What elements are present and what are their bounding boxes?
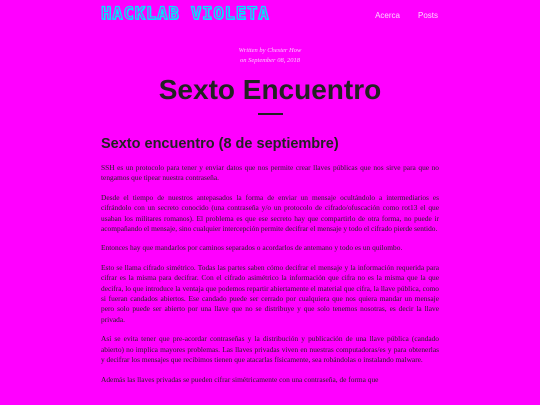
- post-author: Written by Chester How: [238, 47, 302, 54]
- post-content: [101, 136, 439, 394]
- nav-link-acerca[interactable]: Acerca: [375, 11, 400, 20]
- post-paragraph: Desde el tiempo de nuestros antepasados la forma de enviar un mensaje ocultándolo a intermediarios es cifrándolo con un secreto conocido (una contraseña y/o un protocolo de cifrado/ofuscación como rot13 el que usaban los militares romanos). El problema es que ese secreto hay que compartirlo de otra forma, no puede ir acompañando el mensaje, sino cualquier intercepción permite decifrar el mensaje y todo el cifrado pierde sentido.: [101, 192, 439, 234]
- post-paragraph: Además las llaves privadas se pueden cifrar simétricamente con una contraseña, de forma que: [101, 374, 379, 384]
- site-logo[interactable]: HACKLAB VIOLETA: [101, 4, 270, 24]
- post-paragraph: Así se evita tener que pre-acordar contraseñas y la distribución y publicación de una llave pública (candado abierto) no implica mayores problemas. Las llaves privadas viven en nuestras computadoras/es y para obtenerlas y decifrar los mensajes que recibimos tienen que atacarlas físicamente, sea robándolas o instalando malware.: [101, 334, 439, 365]
- post-date: on September 08, 2018: [240, 57, 300, 64]
- site-header: [0, 0, 540, 32]
- post-paragraph: Entonces hay que mandarlos por caminos separados o acordarlos de antemano y todo es un quilombo.: [101, 243, 403, 253]
- post-paragraph: SSH es un protocolo para tener y enviar datos que nos permite crear llaves públicas que nos sirve para que no tengamos que tipear nuestra contraseña.: [101, 163, 439, 183]
- nav-link-posts[interactable]: Posts: [417, 11, 438, 20]
- post-meta: [0, 46, 540, 66]
- post-heading: Sexto encuentro (8 de septiembre): [101, 136, 339, 152]
- main-nav: [375, 11, 438, 20]
- title-underline-divider: [258, 113, 283, 115]
- post-paragraph: Esto se llama cifrado simétrico. Todas las partes saben cómo decifrar el mensaje y la información requerida para cifrar es la misma para decifrar. Con el cifrado asimétrico la información que cifra no es la misma que la que decifra, lo que introduce la ventaja que podemos repartir abiertamente el material que cifra, la llave pública, como si fueran candados abiertos. Ese candado puede ser cerrado por cualquiera que nos quiera mandar un mensaje pero solo puede ser abierto por una llave que no se distribuye y que solo tenemos nosotras, es decir la llave privada.: [101, 262, 439, 324]
- page-title: Sexto Encuentro: [158, 74, 382, 105]
